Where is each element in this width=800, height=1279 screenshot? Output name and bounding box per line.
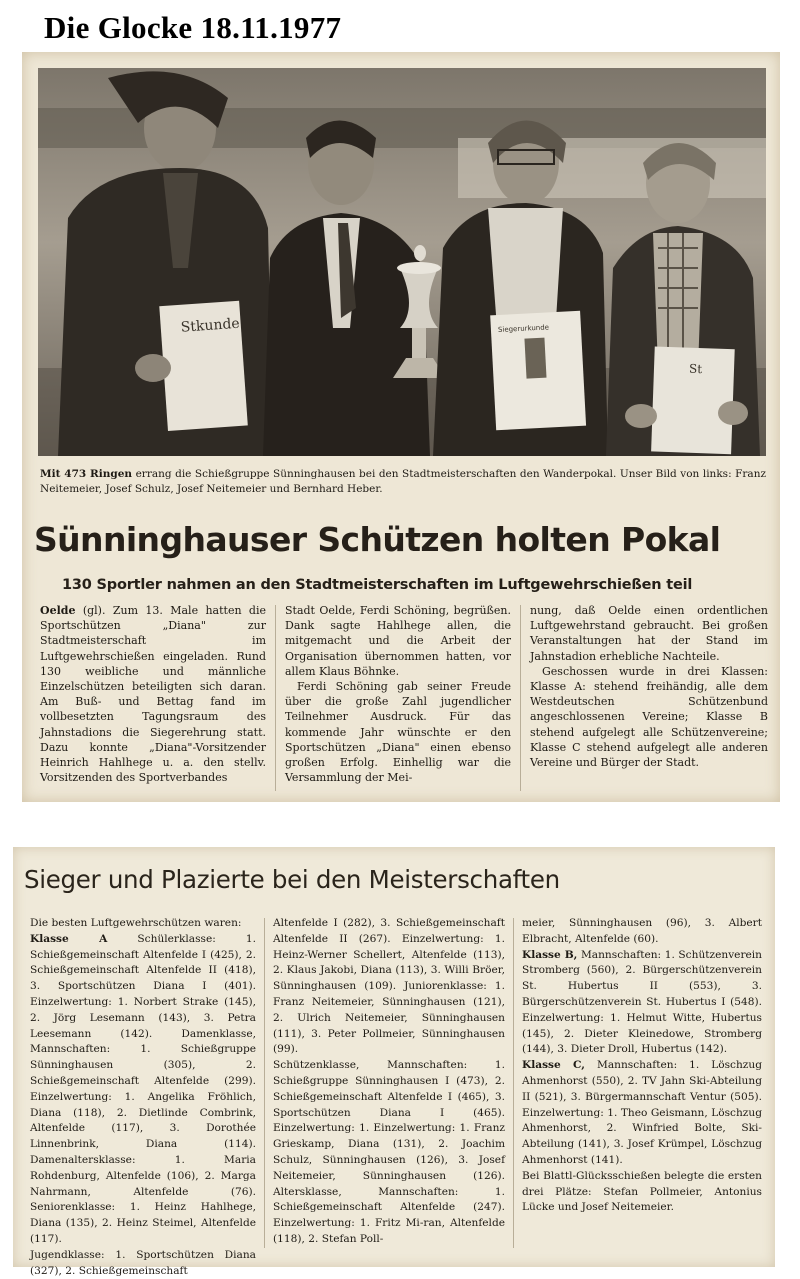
article-col3-para1: nung, daß Oelde einen ordentlichen Luftgewehrstand gebraucht. Bei großen Veranstaltungen hat der Stand im Jahnstadion erhebliche Nachteile. xyxy=(530,604,768,663)
group-photo xyxy=(38,68,766,456)
results-column-3 xyxy=(522,916,762,1216)
column-divider xyxy=(513,918,514,1248)
results-col1-para2: Jugendklasse: 1. Sportschützen Diana (327), 2. Schießgemeinschaft xyxy=(30,1248,256,1277)
masthead: Die Glocke 18.11.1977 xyxy=(44,10,342,45)
article-column-3 xyxy=(530,603,768,770)
column-divider xyxy=(520,605,521,791)
headline: Sünninghauser Schützen holten Pokal xyxy=(34,520,721,559)
results-col3-para1: meier, Sünninghausen (96), 3. Albert Elbracht, Altenfelde (60). xyxy=(522,917,762,945)
photo-caption xyxy=(40,467,766,497)
klasse-c-label: Klasse C, xyxy=(522,1059,585,1072)
article-column-1 xyxy=(40,603,266,785)
certificate-text-middle: Siegerurkunde xyxy=(497,323,550,335)
article-col3-para2: Geschossen wurde in drei Klassen: Klasse A: stehend freihändig, alle dem Westdeutschen Schützenbund angeschlossenen Vereine; Klasse B stehend aufgelegt alle Schützenvereine; Klasse C stehend aufgelegt alle anderen Vereine und Bürger der Stadt. xyxy=(530,664,768,770)
article-column-2 xyxy=(285,603,511,785)
article-col2-para2: Ferdi Schöning gab seiner Freude über die große Zahl jugendlicher Teilnehmer Ausdruck. Für das kommende Jahr wünschte er den Sportschützen „Diana" einen ebenso großen Erfolg. Einhellig war die Versammlung der Mei- xyxy=(285,680,511,785)
results-title: Sieger und Plazierte bei den Meisterschaften xyxy=(24,865,560,894)
results-intro: Die besten Luftgewehrschützen waren: xyxy=(30,917,242,929)
subheadline: 130 Sportler nahmen an den Stadtmeisterschaften im Luftgewehrschießen teil xyxy=(62,577,693,593)
results-col2-para2: Schützenklasse, Mannschaften: 1. Schießgruppe Sünninghausen I (473), 2. Schießgemeinschaft Altenfelde I (465), 3. Sportschützen Diana I (465). Einzelwertung: 1. Einzelwertung: 1. Franz Grieskamp, Diana (131), 2. Joachim Schulz, Sünninghausen (126), 3. Josef Neitemeier, Sünninghausen (126). Altersklasse, Mannschaften: 1. Schießgemeinschaft Altenfelde (247). Einzelwertung: 1. Fritz Mi-ran, Altenfelde (118), 2. Stefan Poll- xyxy=(273,1059,505,1245)
dateline: Oelde xyxy=(40,604,76,617)
caption-text: errang die Schießgruppe Sünninghausen bei den Stadtmeisterschaften den Wanderpokal. Unser Bild von links: Franz Neitemeier, Josef Schulz, Josef Neitemeier und Bernhard Heber. xyxy=(40,468,766,495)
klasse-a-label: Klasse A xyxy=(30,932,108,945)
certificate-text-left: Stkunde xyxy=(180,315,241,336)
article-col1-text: (gl). Zum 13. Male hatten die Sportschützen „Diana" zur Stadtmeisterschaft im Luftgewehrschießen eingeladen. Rund 130 weibliche und männliche Einzelschützen beteiligten sich daran. Am Buß- und Bettag fand im vollbesetzten Tagungsraum des Jahnstadions die Siegerehrung statt. Dazu konnte „Diana"-Vorsitzender Heinrich Hahlhege u. a. den stellv. Vorsitzenden des Sportverbandes xyxy=(40,604,266,785)
results-col2-para1: Altenfelde I (282), 3. Schießgemeinschaft Altenfelde II (267). Einzelwertung: 1. Heinz-Werner Schellert, Altenfelde (113), 2. Klaus Jakobi, Diana (113), 3. Willi Bröer, Sünninghausen (109). Juniorenklasse: 1. Franz Neitemeier, Sünninghausen (121), 2. Ulrich Neitemeier, Sünninghausen (111), 3. Peter Pollmeier, Sünninghausen (99). xyxy=(273,917,505,1056)
column-divider xyxy=(275,605,276,791)
results-col3-para3: Mannschaften: 1. Löschzug Ahmenhorst (550), 2. TV Jahn Ski-Abteilung II (521), 3. Bürgermannschaft Ventur (505). Einzelwertung: 1. Theo Geismann, Löschzug Ahmenhorst, 2. Winfried Bolte, Ski-Abteilung (141), 3. Josef Krümpel, Löschzug Ahmenhorst (141). xyxy=(522,1059,762,1166)
photo-illustration xyxy=(38,68,766,456)
article-col2-para1: Stadt Oelde, Ferdi Schöning, begrüßen. Dank sagte Hahlhege allen, die mitgemacht und die Arbeit der Organisation übernommen hatten, vor allem Klaus Böhnke. xyxy=(285,604,511,678)
column-divider xyxy=(264,918,265,1248)
results-column-1 xyxy=(30,916,256,1279)
certificate-text-right: St xyxy=(688,361,703,377)
klasse-b-label: Klasse B, xyxy=(522,948,578,961)
results-col3-para2: Mannschaften: 1. Schützenverein Stromberg (560), 2. Bürgerschützenverein St. Hubertus II (553), 3. Bürgerschützenverein St. Hubertus I (548). Einzelwertung: 1. Helmut Witte, Hubertus (145), 2. Dieter Kleinedowe, Stromberg (144), 3. Dieter Droll, Hubertus (142). xyxy=(522,948,762,1056)
caption-lead: Mit 473 Ringen xyxy=(40,468,133,480)
results-col3-para4: Bei Blattl-Glücksschießen belegte die ersten drei Plätze: Stefan Pollmeier, Antonius Lücke und Josef Neitemeier. xyxy=(522,1169,762,1214)
results-column-2 xyxy=(273,916,505,1248)
results-col1-text: Schülerklasse: 1. Schießgemeinschaft Altenfelde I (425), 2. Schießgemeinschaft Altenfelde II (418), 3. Sportschützen Diana I (401). Einzelwertung: 1. Norbert Strake (145), 2. Jörg Lesemann (143), 3. Petra Leesemann (142). Damenklasse, Mannschaften: 1. Schießgruppe Sünninghausen (305), 2. Schießgemeinschaft Altenfelde (299). Einzelwertung: 1. Angelika Fröhlich, Diana (118), 2. Dietlinde Combrink, Altenfelde (117), 3. Dorothée Linnenbrink, Diana (114). Damenaltersklasse: 1. Maria Rohdenburg, Altenfelde (106), 2. Marga Nahrmann, Altenfelde (76). Seniorenklasse: 1. Heinz Hahlhege, Diana (135), 2. Heinz Steimel, Altenfelde (117). xyxy=(30,932,256,1245)
